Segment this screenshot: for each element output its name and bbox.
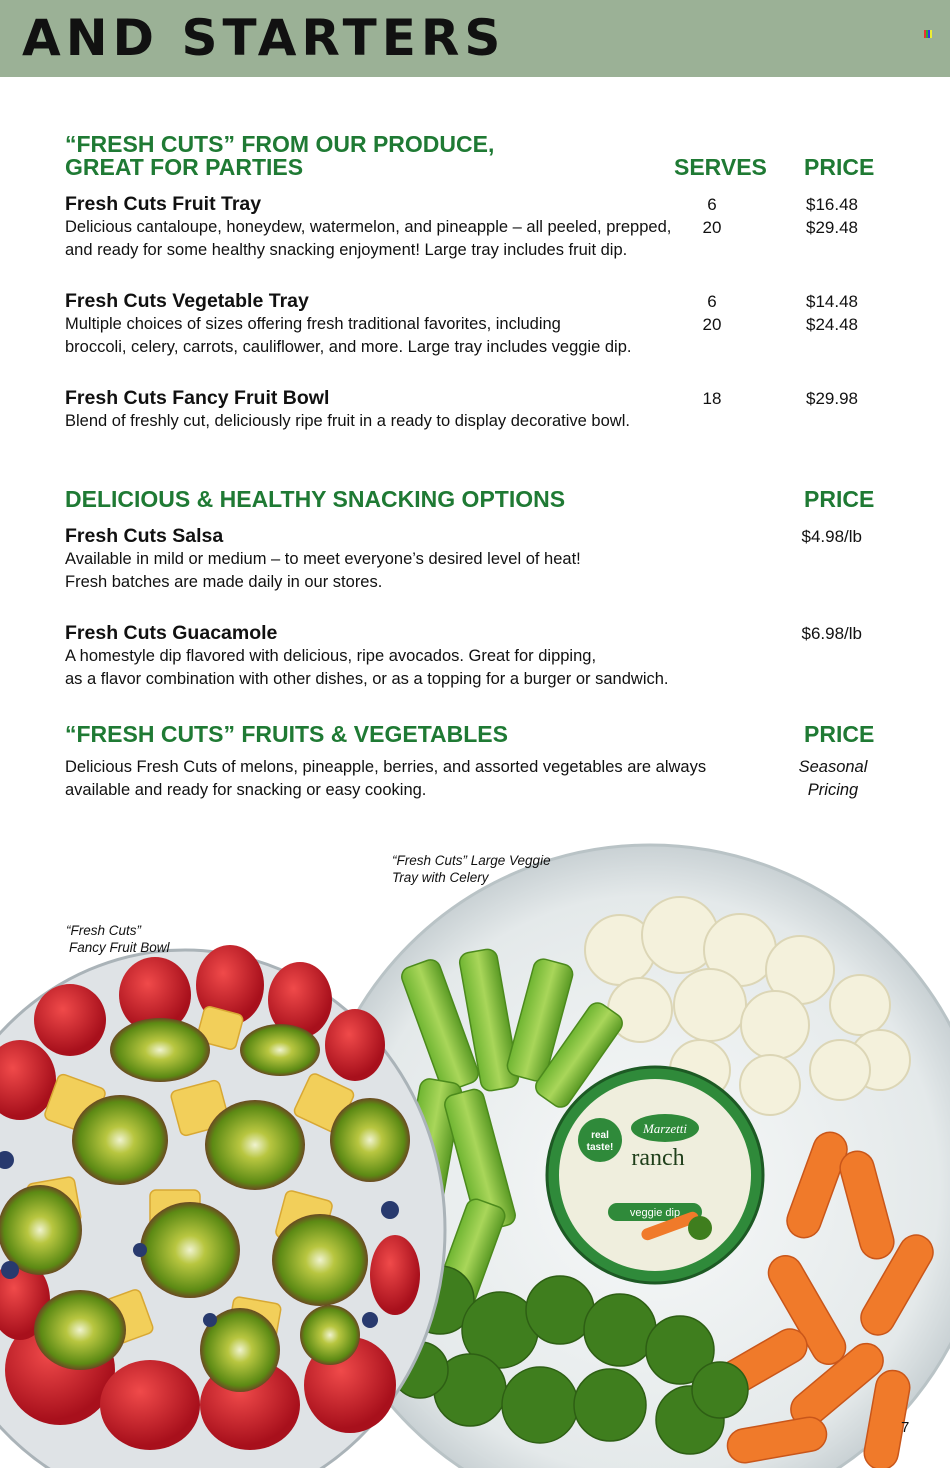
dip-badge-line1: real [591, 1130, 609, 1141]
serves-value: 20 [702, 315, 722, 334]
price-column-header: PRICE [804, 486, 875, 512]
serves-value: 6 [707, 195, 717, 214]
price-value: $14.48 [806, 292, 858, 311]
color-bar-mark [924, 30, 932, 38]
ranch-dip-cup [547, 1067, 763, 1283]
price-column-header: PRICE [804, 721, 875, 747]
page-title: AND STARTERS [22, 9, 506, 67]
item-name-fancy-fruit-bowl: Fresh Cuts Fancy Fruit Bowl [65, 387, 330, 409]
section2-heading: DELICIOUS & HEALTHY SNACKING OPTIONS [65, 486, 566, 512]
item-desc-line: Delicious cantaloupe, honeydew, watermelon, and pineapple – all peeled, prepped, [65, 218, 672, 236]
dip-brand: Marzetti [642, 1121, 688, 1136]
caption-veggie-tray-line1: “Fresh Cuts” Large Veggie [392, 853, 551, 868]
item-desc-line: available and ready for snacking or easy cooking. [65, 781, 427, 799]
fruit-bowl-image [0, 945, 445, 1468]
page-number: 7 [901, 1419, 910, 1436]
dip-badge-line2: taste! [586, 1142, 614, 1153]
section3-heading: “FRESH CUTS” FRUITS & VEGETABLES [65, 721, 508, 747]
dip-type: veggie dip [629, 1207, 681, 1219]
serves-value: 20 [702, 218, 722, 237]
price-value: $24.48 [806, 315, 858, 334]
item-desc-line: A homestyle dip flavored with delicious, ripe avocados. Great for dipping, [65, 647, 597, 665]
seasonal-price-label: Pricing [807, 781, 859, 799]
section1-heading-line2: GREAT FOR PARTIES [65, 154, 304, 180]
item-desc-line: Delicious Fresh Cuts of melons, pineapple, berries, and assorted vegetables are always [65, 758, 707, 776]
item-name-vegetable-tray: Fresh Cuts Vegetable Tray [65, 290, 309, 312]
item-desc-line: Available in mild or medium – to meet everyone’s desired level of heat! [65, 550, 581, 568]
item-desc-line: broccoli, celery, carrots, cauliflower, and more. Large tray includes veggie dip. [65, 338, 632, 356]
price-value: $6.98/lb [801, 624, 862, 643]
price-value: $29.98 [806, 389, 858, 408]
page-header [0, 0, 950, 77]
produce-photo [0, 830, 950, 1468]
item-desc-line: as a flavor combination with other dishes, or as a topping for a burger or sandwich. [65, 670, 669, 688]
price-value: $4.98/lb [801, 527, 862, 546]
item-desc-line: Blend of freshly cut, deliciously ripe fruit in a ready to display decorative bowl. [65, 412, 630, 430]
item-desc-line: and ready for some healthy snacking enjoyment! Large tray includes fruit dip. [65, 241, 628, 259]
item-name-salsa: Fresh Cuts Salsa [65, 525, 224, 547]
caption-veggie-tray-line2: Tray with Celery [392, 870, 489, 885]
price-value: $29.48 [806, 218, 858, 237]
serves-column-header: SERVES [674, 154, 767, 180]
item-desc-line: Fresh batches are made daily in our stores. [65, 573, 383, 591]
serves-value: 6 [707, 292, 717, 311]
price-column-header: PRICE [804, 154, 875, 180]
item-name-fruit-tray: Fresh Cuts Fruit Tray [65, 193, 262, 215]
section1-heading-line1: “FRESH CUTS” FROM OUR PRODUCE, [65, 131, 495, 157]
price-value: $16.48 [806, 195, 858, 214]
dip-flavor: ranch [631, 1145, 685, 1171]
item-name-guacamole: Fresh Cuts Guacamole [65, 622, 278, 644]
item-desc-line: Multiple choices of sizes offering fresh traditional favorites, including [65, 315, 561, 333]
serves-value: 18 [702, 389, 722, 408]
caption-fruit-bowl-line1: “Fresh Cuts” [66, 923, 142, 938]
caption-fruit-bowl-line2: Fancy Fruit Bowl [69, 940, 170, 955]
seasonal-price-label: Seasonal [798, 758, 868, 776]
